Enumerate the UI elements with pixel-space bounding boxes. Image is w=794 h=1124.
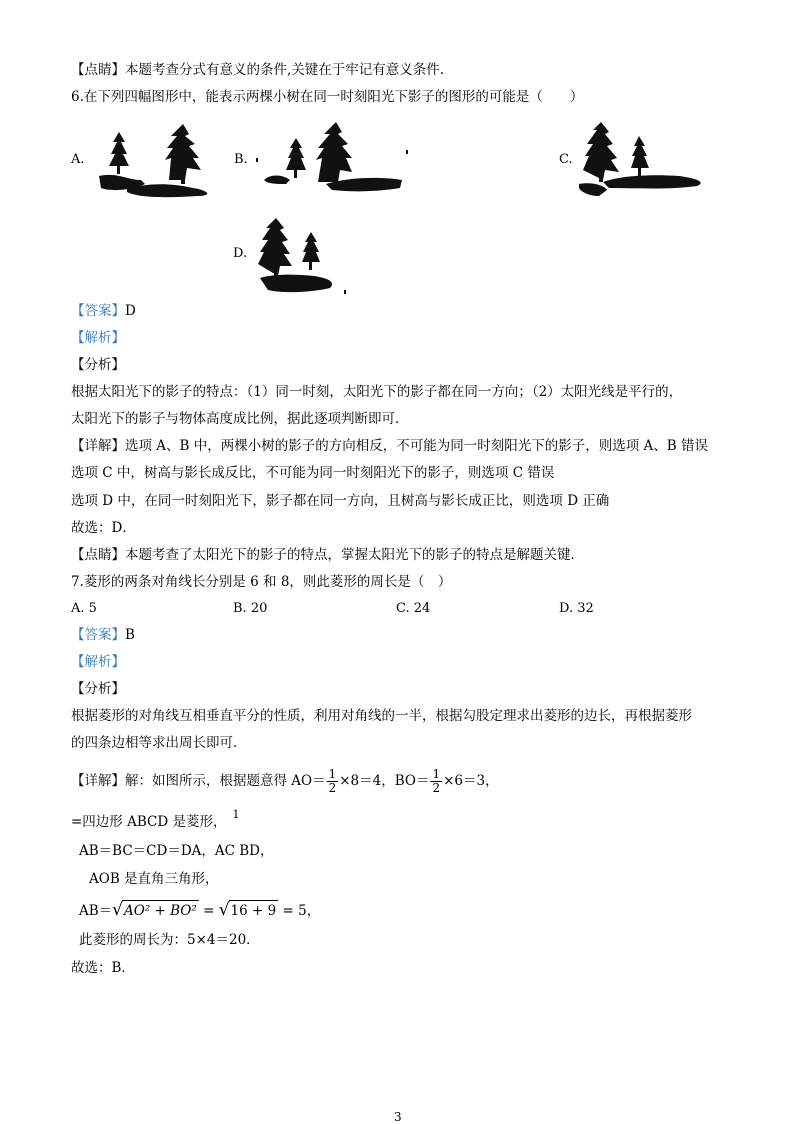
fraction-half-1	[327, 768, 339, 795]
q6-option-a-label: A.	[71, 152, 85, 167]
q7-step-1: =四边形 ABCD 是菱形，	[71, 814, 227, 830]
page-number: 3	[394, 1110, 402, 1124]
q7-step-4-post: = 5，	[278, 903, 321, 919]
q7-option-b: B. 20	[233, 601, 268, 616]
q7-stem: 7.菱形的两条对角线长分别是 6 和 8，则此菱形的周长是（ ）	[71, 574, 452, 590]
sqrt-radicand-2: 16 + 9	[229, 900, 279, 921]
q6-option-c-label: C.	[559, 152, 573, 167]
q7-detail-mid1: ×8＝4，BO＝	[339, 773, 430, 789]
q6-option-b-image	[256, 118, 411, 198]
q6-point: 本题考查了太阳光下的影子的特点，掌握太阳光下的影子的特点是解题关键．	[125, 547, 584, 563]
q7-detail-tag: 【详解】	[71, 773, 125, 789]
q6-option-d-label: D.	[233, 246, 248, 261]
fraction-half-2	[430, 768, 442, 795]
q6-point-tag: 【点睛】	[71, 547, 125, 563]
q7-step-1-line	[71, 808, 240, 833]
q7-step-4-pre: AB＝	[79, 903, 113, 919]
q7-answer-tag: 【答案】	[71, 627, 125, 643]
q7-detail-pre: 解：如图所示，根据题意得 AO＝	[125, 773, 326, 789]
q6-stem: 6.在下列四幅图形中，能表示两棵小树在同一时刻阳光下影子的图形的可能是（ ）	[71, 89, 584, 105]
fraction-numerator: 1	[328, 767, 337, 781]
q7-option-d: D. 32	[559, 601, 594, 616]
q6-choose: 故选：D．	[71, 520, 136, 536]
q6-detail-3: 选项 D 中，在同一时刻阳光下，影子都在同一方向，且树高与影长成正比，则选项 D 正确	[71, 493, 610, 509]
q7-step-3: AOB 是直角三角形，	[89, 871, 219, 887]
sqrt-radicand-1: AO² + BO²	[122, 900, 199, 921]
sqrt-symbol: √	[218, 900, 230, 920]
q6-answer-tag: 【答案】	[71, 303, 125, 319]
q7-choose: 故选：B．	[71, 960, 135, 976]
q6-detail-tag: 【详解】	[71, 438, 125, 454]
q7-fenxi-2: 的四条边相等求出周长即可．	[71, 735, 247, 751]
q6-fenxi-2: 太阳光下的影子与物体高度成比例，据此逐项判断即可．	[71, 411, 409, 427]
q6-detail-1: 选项 A、B 中，两棵小树的影子的方向相反，不可能为同一时刻阳光下的影子，则选项 A、B 错误	[125, 438, 709, 454]
q7-step-5: 此菱形的周长为：5×4＝20．	[79, 932, 260, 948]
fraction-denominator: 2	[328, 781, 337, 795]
q7-analysis-tag: 【解析】	[71, 654, 125, 670]
sqrt-symbol: √	[112, 900, 124, 920]
q6-detail-2: 选项 C 中，树高与影长成反比，不可能为同一时刻阳光下的影子，则选项 C 错误	[71, 465, 555, 481]
remark-tag: 【点睛】	[71, 62, 125, 78]
q7-step-1-mark: 1	[232, 808, 240, 821]
q6-fenxi-1: 根据太阳光下的影子的特点：（1）同一时刻，太阳光下的影子都在同一方向；（2）太阳光线是平行的，	[71, 384, 683, 400]
fraction-denominator: 2	[432, 781, 441, 795]
q7-step-4-eq: =	[198, 903, 219, 919]
q7-option-c: C. 24	[396, 601, 431, 616]
q6-analysis-tag: 【解析】	[71, 330, 125, 346]
q6-option-b-label: B.	[234, 152, 248, 167]
q6-detail-line-1	[71, 436, 708, 456]
q7-detail-line	[71, 766, 499, 796]
q6-point-line	[71, 545, 584, 565]
q7-answer-line	[71, 625, 135, 645]
q7-fenxi-tag: 【分析】	[71, 681, 125, 697]
q6-option-d-image	[254, 212, 354, 298]
q7-step-4-line	[79, 900, 320, 921]
q6-option-c-image	[579, 118, 709, 198]
q6-fenxi-tag: 【分析】	[71, 357, 125, 373]
remark-text: 本题考查分式有意义的条件,关键在于牢记有意义条件.	[125, 62, 445, 78]
q6-answer-line	[71, 301, 136, 321]
q7-fenxi-1: 根据菱形的对角线互相垂直平分的性质，利用对角线的一半，根据勾股定理求出菱形的边长，再根据菱形	[71, 708, 692, 724]
q7-option-a: A. 5	[71, 601, 97, 616]
q6-answer: D	[125, 303, 136, 319]
q7-detail-mid2: ×6＝3，	[443, 773, 499, 789]
remark-line	[71, 60, 444, 80]
fraction-numerator: 1	[432, 767, 441, 781]
q7-answer: B	[125, 627, 135, 643]
q7-step-2: AB＝BC＝CD＝DA，AC BD，	[79, 843, 274, 859]
q6-option-a-image	[97, 118, 222, 198]
